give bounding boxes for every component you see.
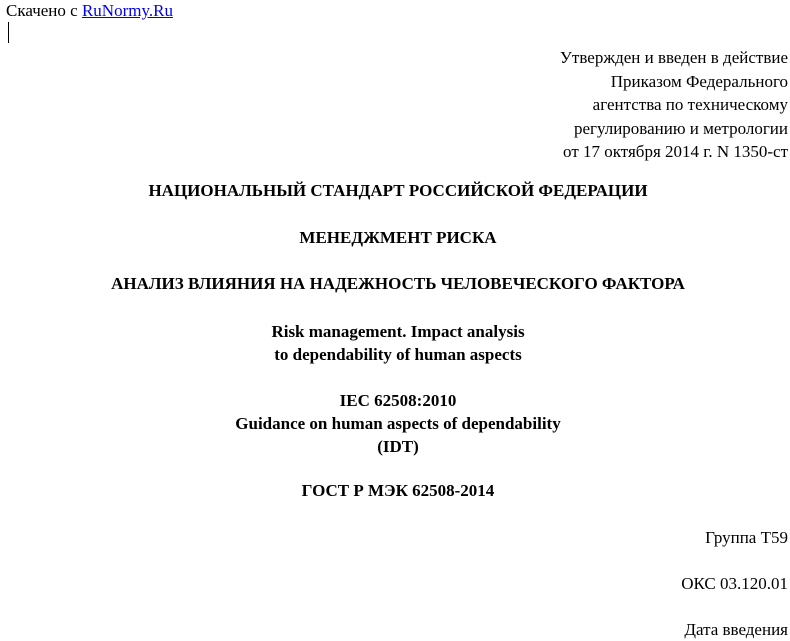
approval-line: агентства по техническому (592, 95, 788, 114)
iec-identity: (IDT) (377, 437, 419, 456)
iec-code: IEC 62508:2010 (339, 391, 457, 410)
title-en-block (0, 320, 790, 366)
iec-title: Guidance on human aspects of dependability (235, 414, 561, 433)
title-ru-risk-management: МЕНЕДЖМЕНТ РИСКА (299, 228, 497, 247)
approval-line: Утвержден и введен в действие (559, 48, 788, 67)
gost-code: ГОСТ Р МЭК 62508-2014 (301, 481, 495, 500)
title-en-line: to dependability of human aspects (274, 345, 522, 364)
national-standard-heading: НАЦИОНАЛЬНЫЙ СТАНДАРТ РОССИЙСКОЙ ФЕДЕРАЦИИ (148, 181, 648, 200)
approval-block (560, 46, 788, 164)
approval-line: от 17 октября 2014 г. N 1350-ст (563, 142, 788, 161)
approval-line: Приказом Федерального (610, 71, 788, 91)
classification-oks: ОКС 03.120.01 (681, 574, 788, 593)
runormy-link[interactable]: RuNormy.Ru (81, 1, 173, 20)
approval-line: регулированию и метрологии (573, 118, 788, 138)
iec-reference-block (0, 389, 790, 458)
downloaded-prefix: Скачено с (6, 1, 78, 20)
title-en-line: Risk management. Impact analysis (271, 322, 525, 341)
title-ru-impact-analysis: АНАЛИЗ ВЛИЯНИЯ НА НАДЕЖНОСТЬ ЧЕЛОВЕЧЕСКОГО ФАКТОРА (111, 274, 685, 293)
download-source-line (6, 1, 173, 21)
text-cursor (8, 22, 9, 43)
intro-date-label: Дата введения (684, 620, 788, 639)
classification-group: Группа Т59 (705, 528, 788, 547)
